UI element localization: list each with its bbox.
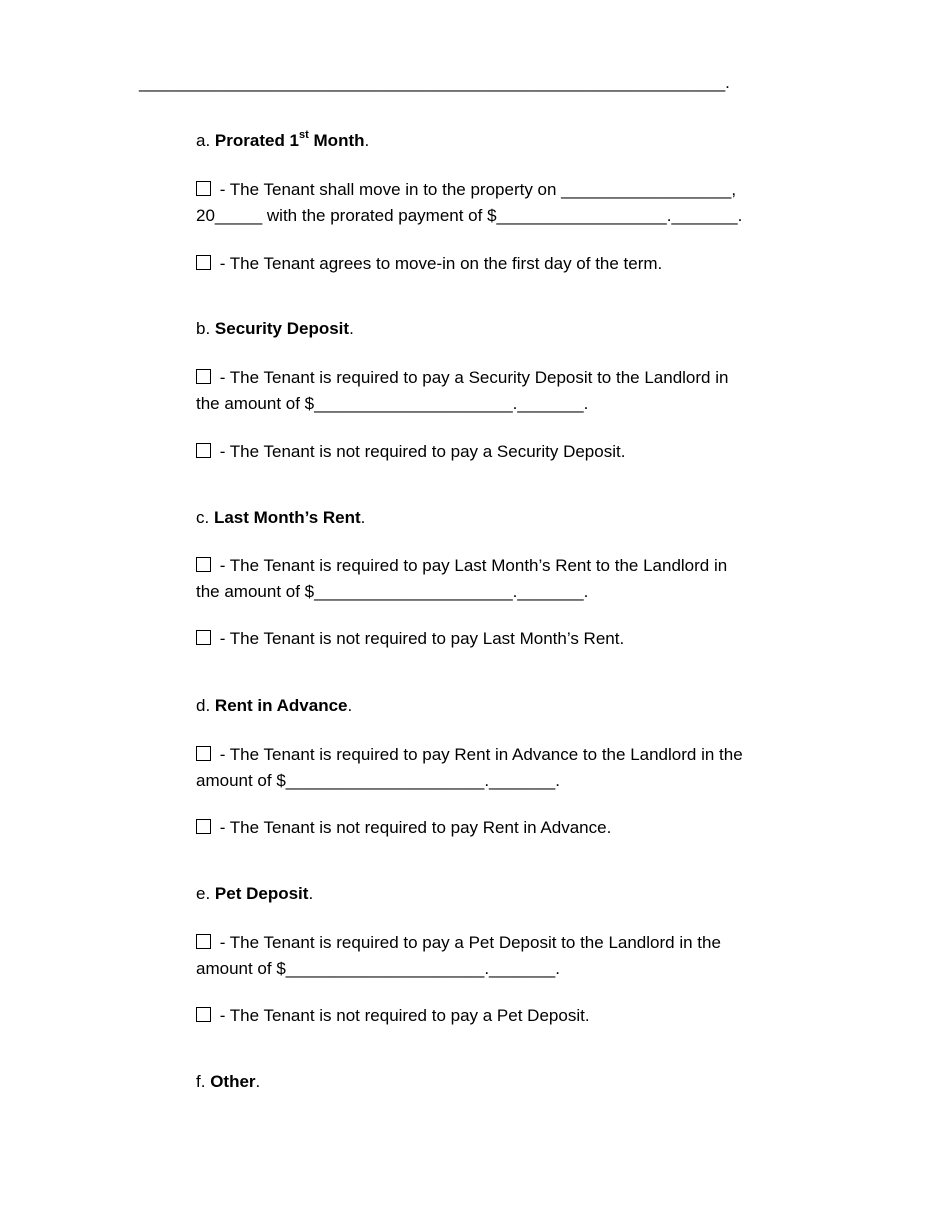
option-e2 — [196, 1003, 816, 1029]
option-a1 — [196, 177, 816, 229]
option-text-line: - The Tenant is required to pay Rent in Advance to the Landlord in the — [215, 745, 743, 764]
checkbox[interactable] — [196, 443, 211, 458]
option-text-line: - The Tenant is not required to pay Last Month’s Rent. — [215, 629, 625, 648]
section-period: . — [360, 508, 366, 527]
option-text-line: amount of $_____________________._______. — [196, 771, 560, 790]
option-text-line: - The Tenant shall move in to the property on __________________, — [215, 180, 737, 199]
section-letter: d. — [196, 696, 211, 715]
checkbox[interactable] — [196, 630, 211, 645]
option-text-line: - The Tenant is required to pay Last Month’s Rent to the Landlord in — [215, 556, 728, 575]
section-d-heading — [196, 693, 816, 719]
option-text-line: - The Tenant is required to pay a Pet Deposit to the Landlord in the — [215, 933, 721, 952]
option-b2 — [196, 439, 816, 465]
option-text-line: - The Tenant is not required to pay a Pet Deposit. — [215, 1006, 590, 1025]
option-a2 — [196, 251, 816, 277]
checkbox[interactable] — [196, 181, 211, 196]
top-blank-line: ______________________________________________________________. — [139, 73, 730, 92]
option-c1 — [196, 553, 816, 605]
checkbox[interactable] — [196, 819, 211, 834]
option-e1 — [196, 930, 816, 982]
section-period: . — [347, 696, 353, 715]
section-title: Prorated 1 — [214, 131, 300, 150]
option-text-line: the amount of $_____________________._______. — [196, 394, 589, 413]
section-period: . — [364, 131, 370, 150]
section-f-heading — [196, 1069, 816, 1095]
option-c2 — [196, 626, 816, 652]
section-title: Security Deposit — [214, 319, 350, 338]
section-title: Last Month’s Rent — [213, 508, 361, 527]
section-title: Other — [210, 1072, 256, 1091]
section-title: Pet Deposit — [214, 884, 309, 903]
section-a-heading — [196, 128, 816, 154]
section-letter: c. — [196, 508, 210, 527]
option-d1 — [196, 742, 816, 794]
option-text-line: the amount of $_____________________._______. — [196, 582, 589, 601]
checkbox[interactable] — [196, 746, 211, 761]
checkbox[interactable] — [196, 557, 211, 572]
section-title: Rent in Advance — [214, 696, 348, 715]
checkbox[interactable] — [196, 369, 211, 384]
section-period: . — [308, 884, 314, 903]
checkbox[interactable] — [196, 255, 211, 270]
section-letter: f. — [196, 1072, 206, 1091]
section-title-tail: Month — [308, 131, 365, 150]
option-text-line: - The Tenant is not required to pay a Security Deposit. — [215, 442, 626, 461]
section-e-heading — [196, 881, 816, 907]
option-b1 — [196, 365, 816, 417]
section-letter: a. — [196, 131, 211, 150]
section-letter: b. — [196, 319, 211, 338]
section-title-superscript: st — [299, 129, 309, 142]
section-letter: e. — [196, 884, 211, 903]
section-c-heading — [196, 505, 816, 531]
section-b-heading — [196, 316, 816, 342]
section-period: . — [255, 1072, 261, 1091]
option-text-line: - The Tenant is required to pay a Security Deposit to the Landlord in — [215, 368, 729, 387]
checkbox[interactable] — [196, 1007, 211, 1022]
checkbox[interactable] — [196, 934, 211, 949]
section-period: . — [349, 319, 354, 338]
option-d2 — [196, 815, 816, 841]
option-text-line: 20_____ with the prorated payment of $__________________._______. — [196, 206, 743, 225]
option-text-line: amount of $_____________________._______. — [196, 959, 560, 978]
option-text-line: - The Tenant agrees to move-in on the first day of the term. — [215, 254, 663, 273]
option-text-line: - The Tenant is not required to pay Rent in Advance. — [215, 818, 612, 837]
